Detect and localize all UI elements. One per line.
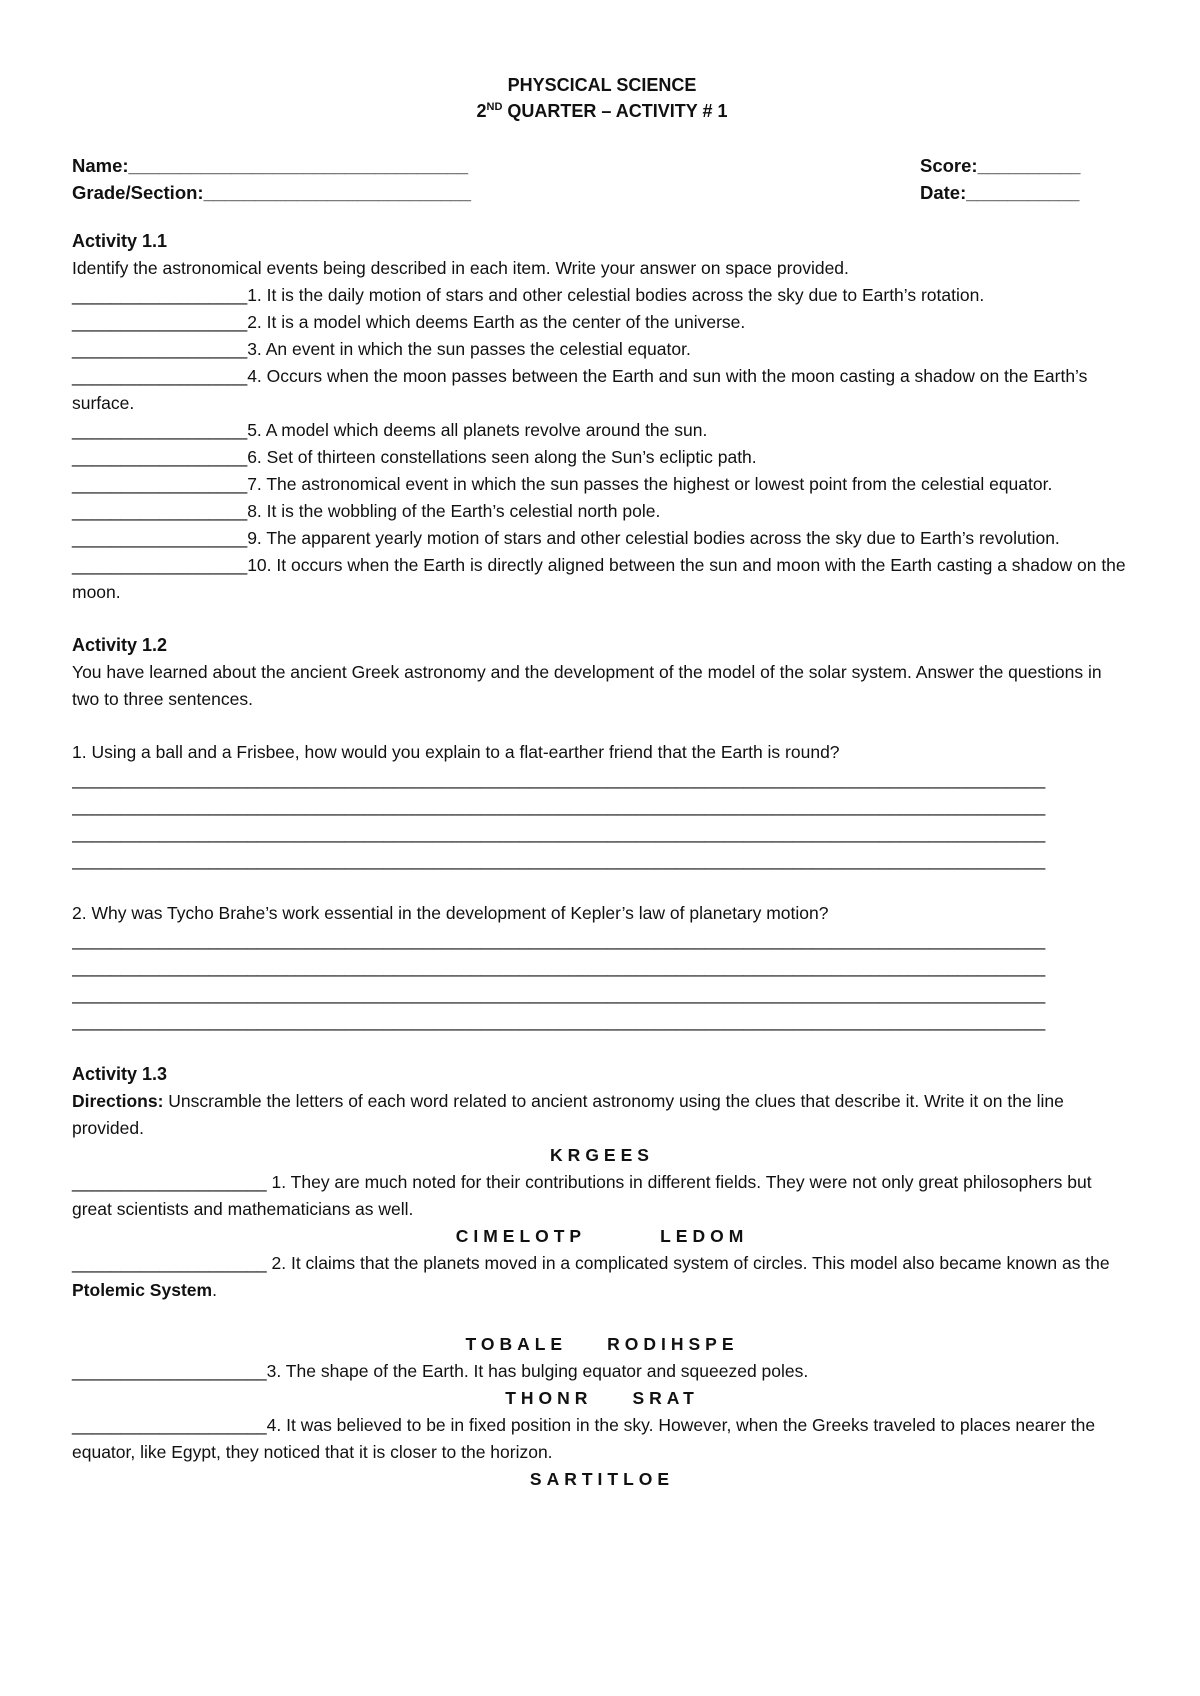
- scrambled-word: [72, 1466, 1132, 1493]
- quarter-superscript: ND: [486, 101, 503, 113]
- question-1: 1. Using a ball and a Frisbee, how would you explain to a flat-earther friend that the Earth is round?: [72, 742, 840, 762]
- activity-1-2-intro: You have learned about the ancient Greek astronomy and the development of the model of the solar system. Answer the questions in two to three sentences.: [72, 662, 1102, 709]
- item-text: 6. Set of thirteen constellations seen along the Sun’s ecliptic path.: [247, 447, 757, 467]
- item-text: 9. The apparent yearly motion of stars and other celestial bodies across the sky due to Earth’s revolution.: [247, 528, 1060, 548]
- list-item: [72, 525, 1132, 552]
- answer-blank[interactable]: ____________________: [72, 1253, 267, 1273]
- answer-blank[interactable]: __________________: [72, 501, 248, 521]
- question-1-answer-lines: [72, 766, 1132, 874]
- list-item: [72, 282, 1132, 309]
- quarter-subtitle: [72, 98, 1132, 124]
- answer-blank[interactable]: ____________________: [72, 1361, 267, 1381]
- list-item: [72, 552, 1132, 606]
- answer-line[interactable]: ____________________________________________________________________________________________________: [72, 984, 1046, 1004]
- scrambled-token: TOBALE: [465, 1334, 568, 1354]
- scrambled-token: RODIHSPE: [607, 1334, 739, 1354]
- item-text: 1. It is the daily motion of stars and other celestial bodies across the sky due to Earth’s rotation.: [247, 285, 985, 305]
- worksheet-content: [72, 72, 1132, 1493]
- answer-line[interactable]: ____________________________________________________________________________________________________: [72, 850, 1046, 870]
- directions-label: Directions:: [72, 1091, 164, 1111]
- list-item: [72, 309, 1132, 336]
- item-text: 1. They are much noted for their contributions in different fields. They were not only great philosophers but great scientists and mathematicians as well.: [72, 1172, 1092, 1219]
- item-text-tail: .: [212, 1280, 217, 1300]
- scrambled-token: LEDOM: [660, 1226, 749, 1246]
- directions-text: Unscramble the letters of each word related to ancient astronomy using the clues that describe it. Write it on the line provided.: [72, 1091, 1064, 1138]
- activity-1-3-heading: Activity 1.3: [72, 1064, 168, 1084]
- list-item: [72, 363, 1132, 417]
- activity-1-3-directions: [72, 1088, 1132, 1142]
- scrambled-token: SRAT: [632, 1388, 699, 1408]
- question-2-answer-lines: [72, 927, 1132, 1035]
- answer-blank[interactable]: ____________________: [72, 1172, 267, 1192]
- answer-line[interactable]: ____________________________________________________________________________________________________: [72, 930, 1046, 950]
- answer-blank[interactable]: __________________: [72, 339, 248, 359]
- scrambled-token: THONR: [505, 1388, 593, 1408]
- list-item: [72, 471, 1132, 498]
- scrambled-word: [72, 1223, 1132, 1250]
- answer-blank[interactable]: __________________: [72, 312, 248, 332]
- name-score-row: [72, 152, 1132, 179]
- answer-blank[interactable]: __________________: [72, 555, 248, 575]
- item-text: 4. It was believed to be in fixed position in the sky. However, when the Greeks traveled to places nearer the equator, like Egypt, they noticed that it is closer to the horizon.: [72, 1415, 1096, 1462]
- scrambled-word: [72, 1142, 1132, 1169]
- item-text: 5. A model which deems all planets revolve around the sun.: [247, 420, 708, 440]
- list-item: [72, 1169, 1132, 1223]
- list-item: [72, 336, 1132, 363]
- answer-blank[interactable]: __________________: [72, 447, 248, 467]
- answer-line[interactable]: ____________________________________________________________________________________________________: [72, 957, 1046, 977]
- answer-blank[interactable]: __________________: [72, 420, 248, 440]
- answer-blank[interactable]: __________________: [72, 285, 248, 305]
- activity-1-2-heading: Activity 1.2: [72, 635, 168, 655]
- list-item: [72, 417, 1132, 444]
- quarter-rest: QUARTER – ACTIVITY # 1: [502, 101, 728, 121]
- list-item: [72, 498, 1132, 525]
- grade-section-field[interactable]: Grade/Section:__________________________: [72, 182, 472, 203]
- quarter-number: 2: [476, 101, 487, 121]
- item-text: 2. It claims that the planets moved in a complicated system of circles. This model also became known as the: [266, 1253, 1110, 1273]
- activity-1-1-items: [72, 282, 1132, 606]
- activity-1-1-instruction: Identify the astronomical events being described in each item. Write your answer on space provided.: [72, 258, 849, 278]
- scrambled-token: SARTITLOE: [529, 1469, 675, 1489]
- item-text: 7. The astronomical event in which the sun passes the highest or lowest point from the celestial equator.: [247, 474, 1053, 494]
- item-text: 10. It occurs when the Earth is directly aligned between the sun and moon with the Earth casting a shadow on the moon.: [72, 555, 1126, 602]
- question-2: 2. Why was Tycho Brahe’s work essential in the development of Kepler’s law of planetary motion?: [72, 903, 829, 923]
- item-text: 8. It is the wobbling of the Earth’s celestial north pole.: [247, 501, 661, 521]
- scrambled-word: [72, 1331, 1132, 1358]
- list-item: [72, 1250, 1132, 1304]
- answer-blank[interactable]: __________________: [72, 528, 248, 548]
- item-bold-term: Ptolemic System: [72, 1280, 213, 1300]
- scrambled-token: CIMELOTP: [455, 1226, 587, 1246]
- answer-blank[interactable]: ____________________: [72, 1415, 267, 1435]
- answer-blank[interactable]: __________________: [72, 474, 248, 494]
- answer-line[interactable]: ____________________________________________________________________________________________________: [72, 823, 1046, 843]
- answer-line[interactable]: ____________________________________________________________________________________________________: [72, 1011, 1046, 1031]
- item-text: 2. It is a model which deems Earth as the center of the universe.: [247, 312, 746, 332]
- item-text: 3. An event in which the sun passes the celestial equator.: [247, 339, 691, 359]
- worksheet-title: PHYSCICAL SCIENCE: [507, 75, 697, 95]
- activity-1-1-heading: Activity 1.1: [72, 231, 168, 251]
- date-field[interactable]: Date:___________: [920, 182, 1080, 203]
- list-item: [72, 444, 1132, 471]
- item-text: 4. Occurs when the moon passes between the Earth and sun with the moon casting a shadow on the Earth’s surface.: [72, 366, 1088, 413]
- scrambled-word: [72, 1385, 1132, 1412]
- answer-blank[interactable]: __________________: [72, 366, 248, 386]
- answer-line[interactable]: ____________________________________________________________________________________________________: [72, 796, 1046, 816]
- score-field[interactable]: Score:__________: [920, 155, 1081, 176]
- name-field[interactable]: Name:_________________________________: [72, 155, 469, 176]
- answer-line[interactable]: ____________________________________________________________________________________________________: [72, 769, 1046, 789]
- list-item: [72, 1358, 1132, 1385]
- grade-date-row: [72, 179, 1132, 206]
- scrambled-token: KRGEES: [550, 1145, 654, 1165]
- list-item: [72, 1412, 1132, 1466]
- item-text: 3. The shape of the Earth. It has bulging equator and squeezed poles.: [266, 1361, 809, 1381]
